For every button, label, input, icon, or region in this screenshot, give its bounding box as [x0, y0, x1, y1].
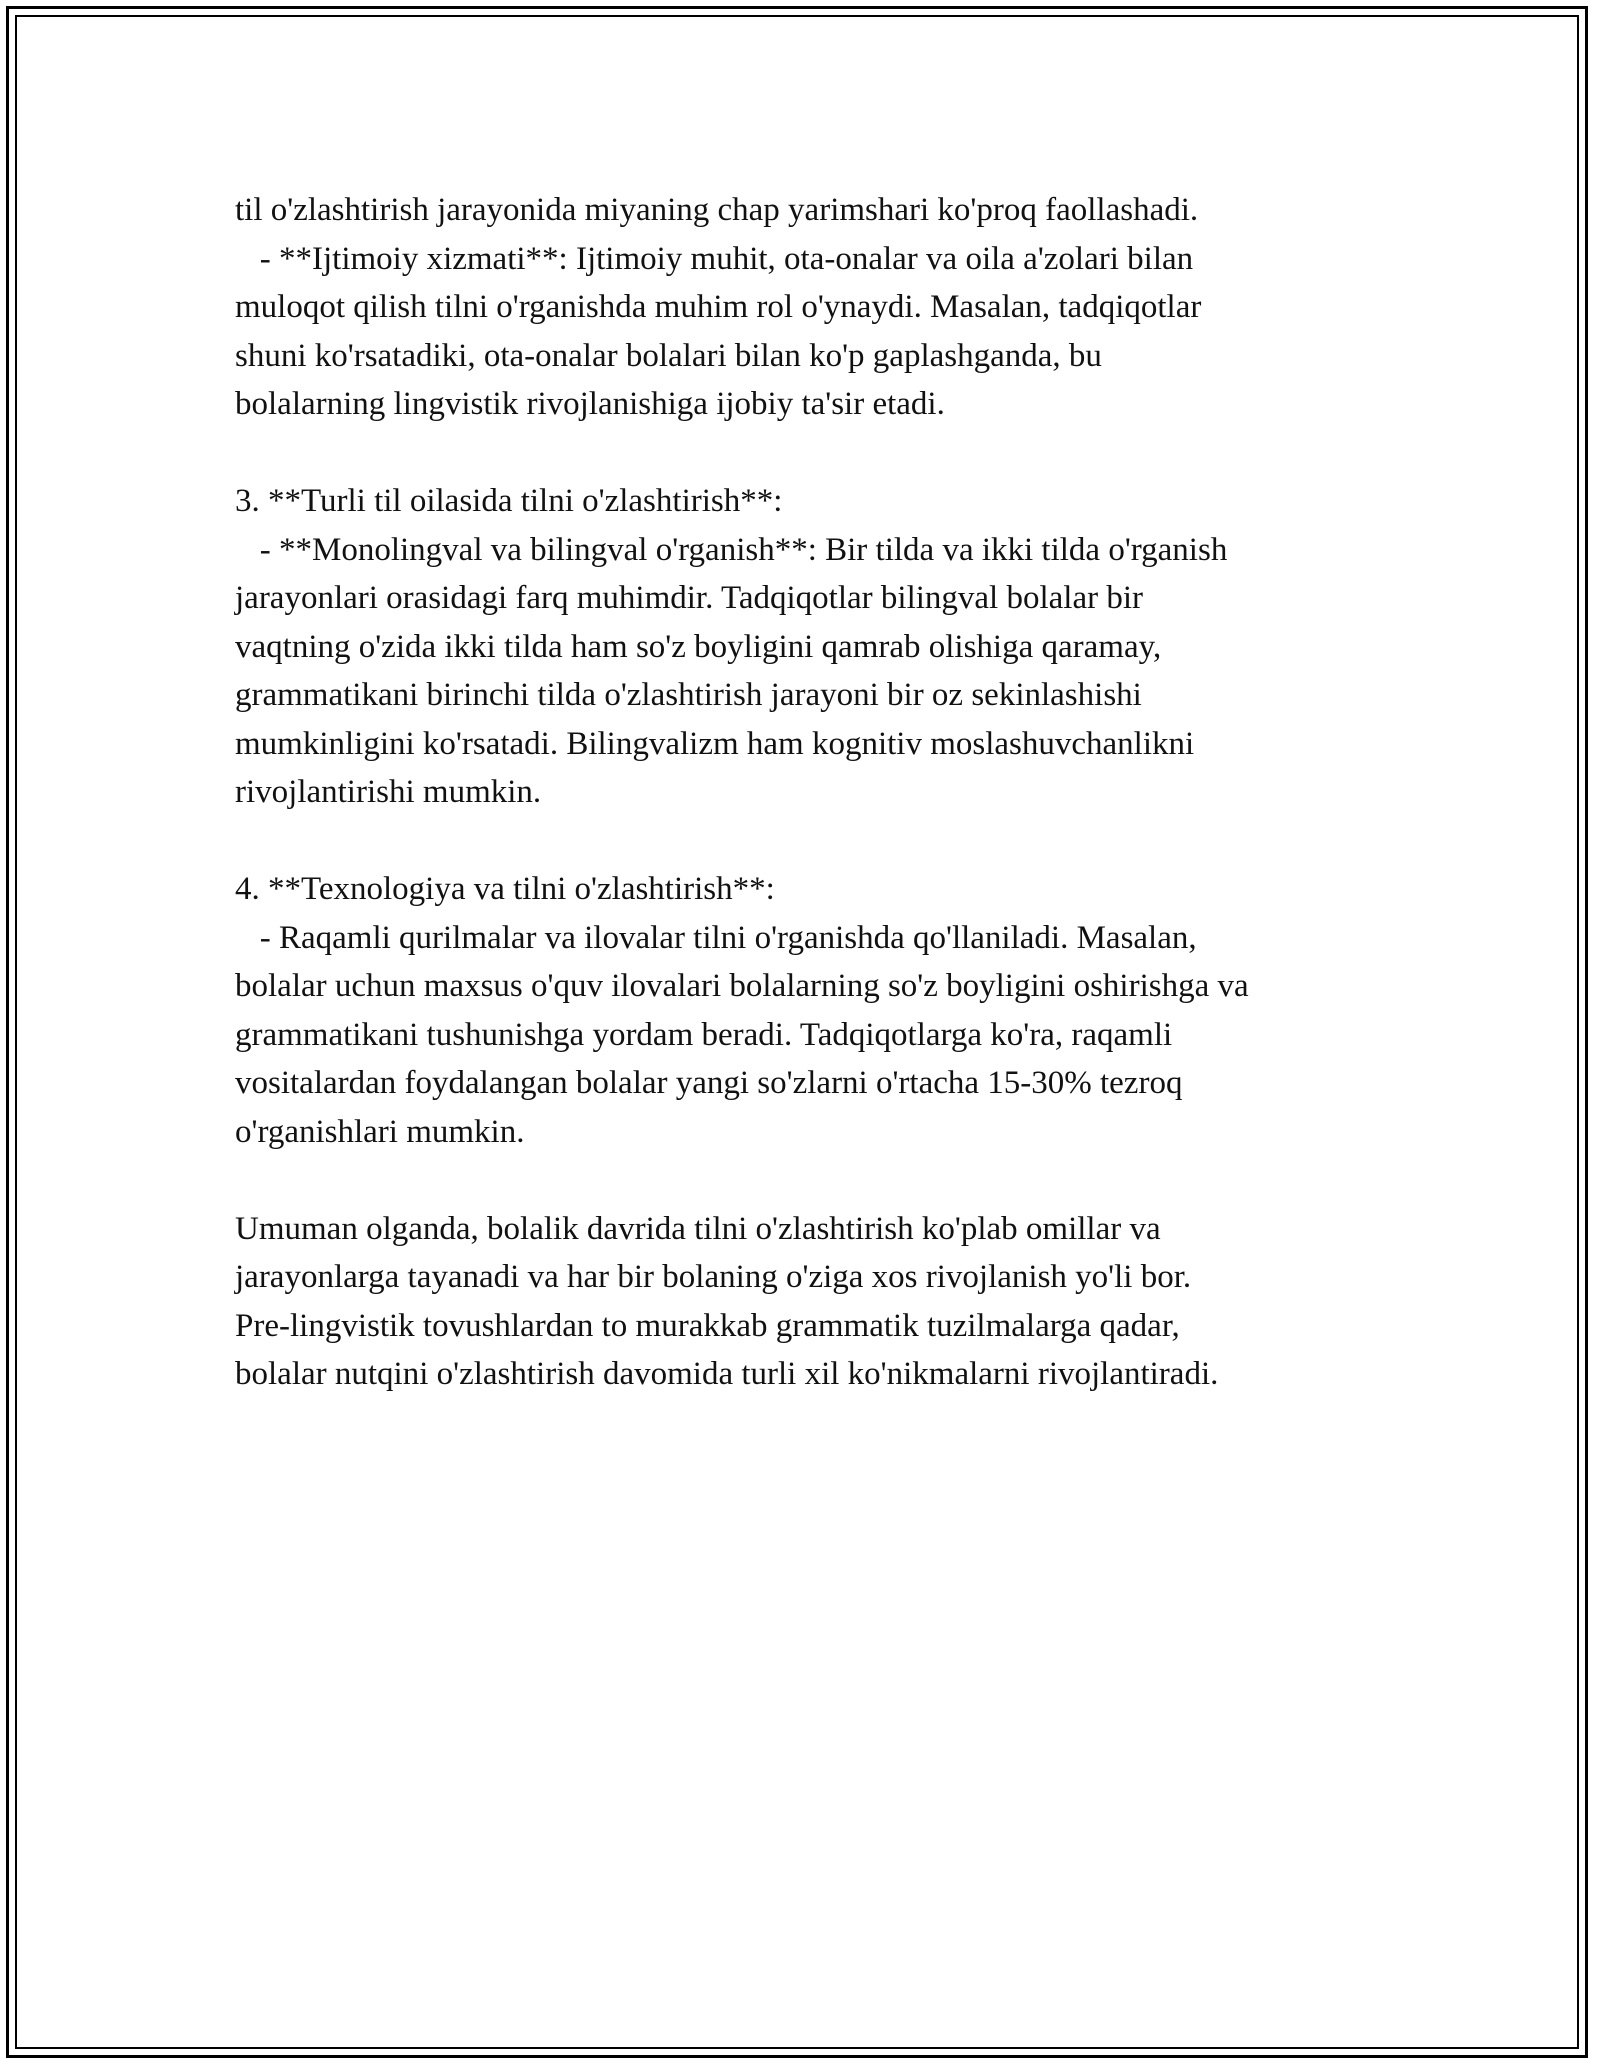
text-line: vositalardan foydalangan bolalar yangi so'zlarni o'rtacha 15-30% tezroq [235, 1065, 1183, 1101]
text-line: o'rganishlari mumkin. [235, 1113, 525, 1150]
document-body [235, 186, 1415, 1399]
text-line: vaqtning o'zida ikki tilda ham so'z boyligini qamrab olishiga qaramay, [235, 628, 1162, 665]
text-line: grammatikani tushunishga yordam beradi. Tadqiqotlarga ko'ra, raqamli [235, 1016, 1173, 1053]
paragraph-3 [235, 865, 1415, 1156]
text-line: mumkinligini ko'rsatadi. Bilingvalizm ham kognitiv moslashuvchanlikni [235, 725, 1195, 762]
text-line: - Raqamli qurilmalar va ilovalar tilni o'rganishda qo'llaniladi. Masalan, [235, 919, 1197, 956]
paragraph-spacer [235, 1156, 1415, 1205]
text-line: - **Ijtimoiy xizmati**: Ijtimoiy muhit, ota-onalar va oila a'zolari bilan [235, 240, 1194, 277]
text-line: 4. **Texnologiya va tilni o'zlashtirish**: [235, 871, 775, 907]
text-line: shuni ko'rsatadiki, ota-onalar bolalari bilan ko'p gaplashganda, bu [235, 337, 1102, 374]
text-line: bolalar uchun maxsus o'quv ilovalari bolalarning so'z boyligini oshirishga va [235, 968, 1249, 1004]
text-line: til o'zlashtirish jarayonida miyaning chap yarimshari ko'proq faollashadi. [235, 192, 1199, 228]
paragraph-spacer [235, 429, 1415, 478]
text-line: - **Monolingval va bilingval o'rganish**: Bir tilda va ikki tilda o'rganish [235, 531, 1228, 568]
text-line: muloqot qilish tilni o'rganishda muhim rol o'ynaydi. Masalan, tadqiqotlar [235, 289, 1202, 325]
text-line: bolalar nutqini o'zlashtirish davomida turli xil ko'nikmalarni rivojlantiradi. [235, 1356, 1219, 1392]
text-line: Umuman olganda, bolalik davrida tilni o'zlashtirish ko'plab omillar va [235, 1210, 1161, 1247]
text-line: Pre-lingvistik tovushlardan to murakkab grammatik tuzilmalarga qadar, [235, 1307, 1180, 1344]
text-line: jarayonlari orasidagi farq muhimdir. Tadqiqotlar bilingval bolalar bir [235, 580, 1143, 616]
text-line: rivojlantirishi mumkin. [235, 774, 542, 810]
text-line: 3. **Turli til oilasida tilni o'zlashtirish**: [235, 483, 783, 519]
paragraph-spacer [235, 817, 1415, 866]
paragraph-1 [235, 186, 1415, 429]
paragraph-2 [235, 477, 1415, 817]
text-line: jarayonlarga tayanadi va har bir bolaning o'ziga xos rivojlanish yo'li bor. [235, 1259, 1192, 1295]
paragraph-4 [235, 1205, 1415, 1399]
text-line: bolalarning lingvistik rivojlanishiga ijobiy ta'sir etadi. [235, 386, 945, 422]
text-line: grammatikani birinchi tilda o'zlashtirish jarayoni bir oz sekinlashishi [235, 677, 1142, 713]
